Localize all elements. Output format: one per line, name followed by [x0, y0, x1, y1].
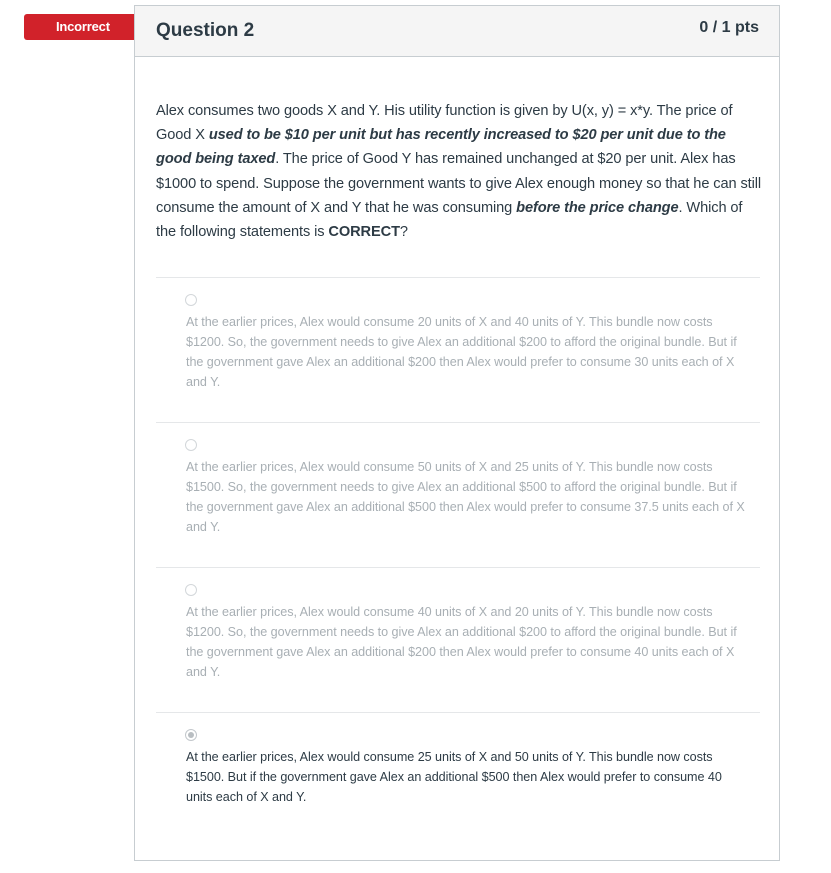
question-text-part: ?	[399, 224, 408, 241]
radio-button-icon[interactable]	[185, 294, 197, 306]
answer-text: At the earlier prices, Alex would consume 40 units of X and 20 units of Y. This bundle now costs $1200. So, the government needs to give Alex an additional $200 to afford the original bundle. But if the government gave Alex an additional $200 then Alex would prefer to consume 40 units each of X and Y.	[186, 605, 737, 679]
answer-option-2	[156, 422, 760, 567]
question-points: 0 / 1 pts	[699, 19, 759, 36]
question-text-emphasis: before the price change	[516, 199, 679, 216]
answer-text: At the earlier prices, Alex would consume 50 units of X and 25 units of Y. This bundle now costs $1500. So, the government needs to give Alex an additional $500 to afford the original bundle. But if the government gave Alex an additional $500 then Alex would prefer to consume 37.5 units each of X and Y.	[186, 460, 745, 534]
question-text-emphasis: used to be $10 per unit but has recently increased to $20 per unit due to the good being taxed	[156, 127, 726, 168]
incorrect-flag: Incorrect	[24, 14, 140, 40]
radio-button-selected-icon[interactable]	[185, 729, 197, 741]
question-text	[156, 99, 762, 244]
answer-list	[156, 277, 760, 857]
question-card	[134, 5, 780, 861]
radio-button-icon[interactable]	[185, 439, 197, 451]
answer-option-3	[156, 567, 760, 712]
question-text-part: . The price of Good Y has remained unchanged at $20 per unit. Alex has $1000 to spend. Suppose the government wants to give Alex enough money so that he can still consume the amount of X and Y that he was consuming	[156, 151, 762, 216]
question-header	[135, 6, 779, 57]
answer-text: At the earlier prices, Alex would consume 25 units of X and 50 units of Y. This bundle now costs $1500. But if the government gave Alex an additional $500 then Alex would prefer to consume 40 units each of X and Y.	[186, 750, 722, 804]
answer-text: At the earlier prices, Alex would consume 20 units of X and 40 units of Y. This bundle now costs $1200. So, the government needs to give Alex an additional $200 to afford the original bundle. But if the government gave Alex an additional $200 then Alex would prefer to consume 30 units each of X and Y.	[186, 315, 737, 389]
question-text-part: Alex consumes two goods X and Y. His utility function is given by U(x, y) = x*y. The price of Good X	[156, 103, 733, 144]
question-title: Question 2	[156, 20, 255, 41]
question-text-part: . Which of the following statements is	[156, 199, 743, 241]
answer-option-4	[156, 712, 760, 857]
answer-option-1	[156, 277, 760, 422]
radio-button-icon[interactable]	[185, 584, 197, 596]
question-text-strong: CORRECT	[328, 224, 400, 241]
